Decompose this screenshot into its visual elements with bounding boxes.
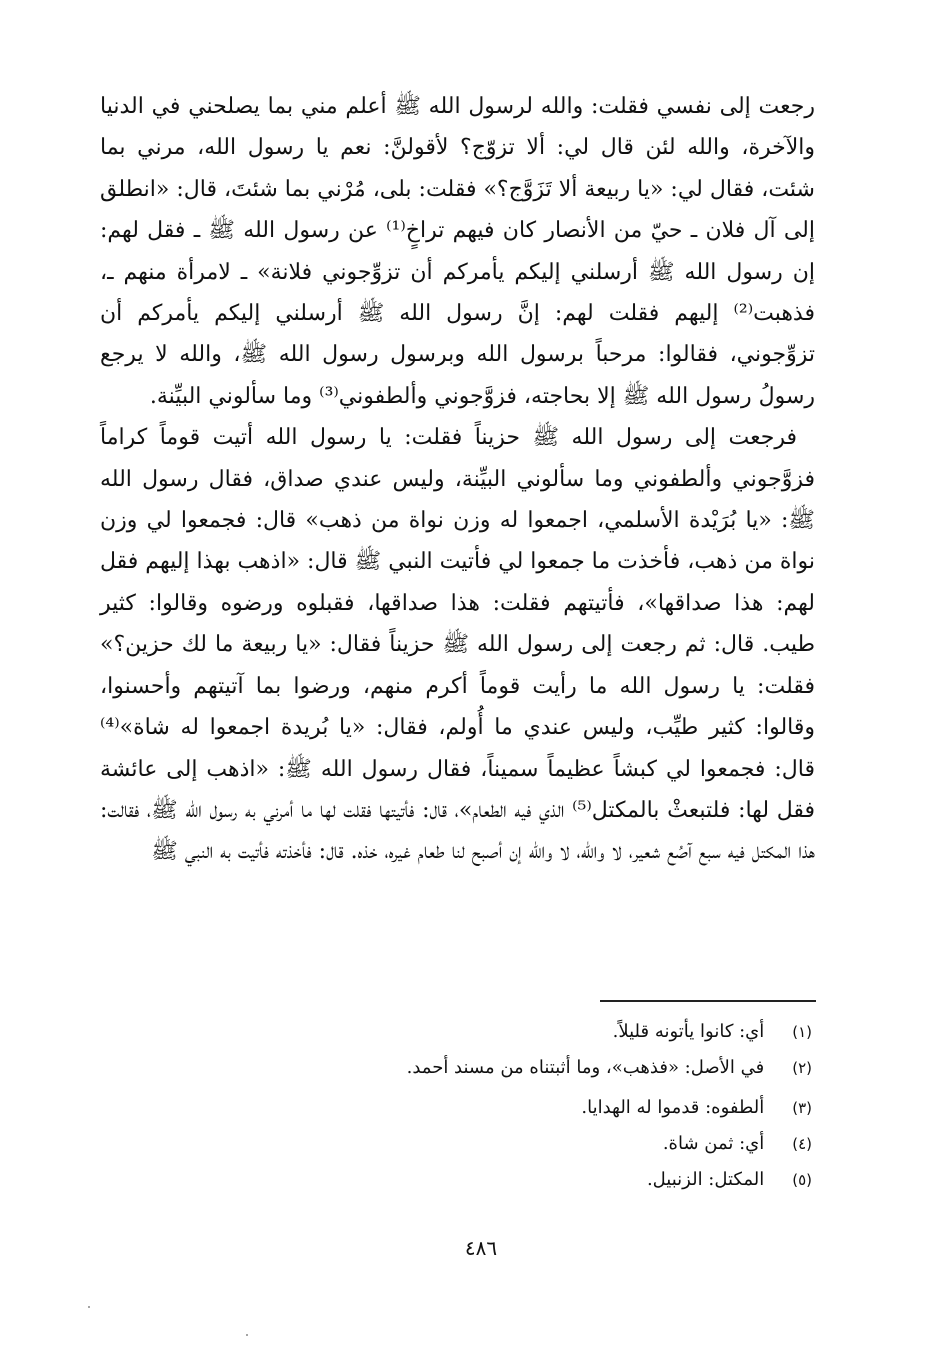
footnote-number: (١) <box>792 1023 812 1041</box>
footnote-text: في الأصل: «فذهب»، وما أثبتناه من مسند أحمد. <box>406 1057 765 1078</box>
footnote-text: المكتل: الزنبيل. <box>646 1169 765 1190</box>
footnote-number: (٢) <box>792 1059 812 1077</box>
footnote-number: (٤) <box>792 1135 812 1153</box>
footnote-text: ألطفوه: قدموا له الهدايا. <box>581 1097 765 1118</box>
footnote-number: (٥) <box>792 1171 812 1189</box>
footnote-item <box>252 1090 812 1126</box>
footnote-item <box>252 1050 812 1086</box>
paragraph-2: فرجعت إلى رسول الله ﷺ حزيناً فقلت: يا رسول الله أتيت قوماً كراماً فزوَّجوني وألطفوني وما سألوني البيِّنة، وليس عندي صداق، فقال رسول الله ﷺ: «يا بُرَيْدة الأسلمي، اجمعوا له وزن نواة من ذهب» قال: فجمعوا لي وزن نواة من ذهب، فأخذت ما جمعوا لي فأتيت النبي ﷺ قال: «اذهب بهذا إليهم فقل لهم: هذا صداقها»، فأتيتهم فقلت: هذا صداقها، فقبلوه ورضوه وقالوا: كثير طيب. قال: ثم رجعت إلى رسول الله ﷺ حزيناً فقال: «يا ربيعة ما لك حزين؟» فقلت: يا رسول الله ما رأيت قوماً أكرم منهم، ورضوا بما آتيتهم وأحسنوا، وقالوا: كثير طيِّب، وليس عندي ما أُولم، فقال: «يا بُريدة اجمعوا له شاة»⁽⁴⁾ قال: فجمعوا لي كبشاً عظيماً سميناً، فقال رسول الله ﷺ: «اذهب إلى عائشة فقل لها: فلتبعثْ بالمكتل⁽⁵⁾ الذي فيه الطعام»، قال: فأتيتها فقلت لها ما أمرني به رسول الله ﷺ، فقالت: هذا المكتل فيه سبع آصُع شعير، لا والله، لا والله إن أصبح لنا طعام غيره، خذه. قال: فأخذته فأتيت به النبي ﷺ <box>100 425 815 865</box>
footnote-text: أي: ثمن شاة. <box>662 1133 765 1154</box>
footnotes-list <box>252 1014 812 1198</box>
footnote-item <box>252 1162 812 1198</box>
footnote-item <box>252 1126 812 1162</box>
footnote-separator-line <box>600 1000 816 1002</box>
footnote-number: (٣) <box>792 1099 812 1117</box>
scan-speck <box>88 1306 90 1308</box>
main-text-body <box>100 86 815 873</box>
paragraph-1: رجعت إلى نفسي فقلت: والله لرسول الله ﷺ أعلم مني بما يصلحني في الدنيا والآخرة، والله لئن قال لي: ألا تزوّج؟ لأقولنَّ: نعم يا رسول الله، مرني بما شئت، فقال لي: «يا ربيعة ألا تَزَوَّج؟» فقلت: بلى، مُرْني بما شئتَ، قال: «انطلق إلى آل فلان ـ حيّ من الأنصار كان فيهم تراخٍ⁽¹⁾ عن رسول الله ﷺ ـ فقل لهم: إن رسول الله ﷺ أرسلني إليكم يأمركم أن تزوِّجوني فلانة» ـ لامرأة منهم ـ، فذهبت⁽²⁾ إليهم فقلت لهم: إنَّ رسول الله ﷺ أرسلني إليكم يأمركم أن تزوِّجوني، فقالوا: مرحباً برسول الله وبرسول رسول الله ﷺ، والله لا يرجع رسولُ رسول الله ﷺ إلا بحاجته، فزوَّجوني وألطفوني⁽³⁾ وما سألوني البيِّنة. <box>100 94 816 409</box>
footnote-item <box>252 1014 812 1050</box>
footnote-text: أي: كانوا يأتونه قليلاً. <box>612 1021 765 1042</box>
scan-speck <box>246 1334 248 1336</box>
page-number: ٤٨٦ <box>464 1236 498 1260</box>
